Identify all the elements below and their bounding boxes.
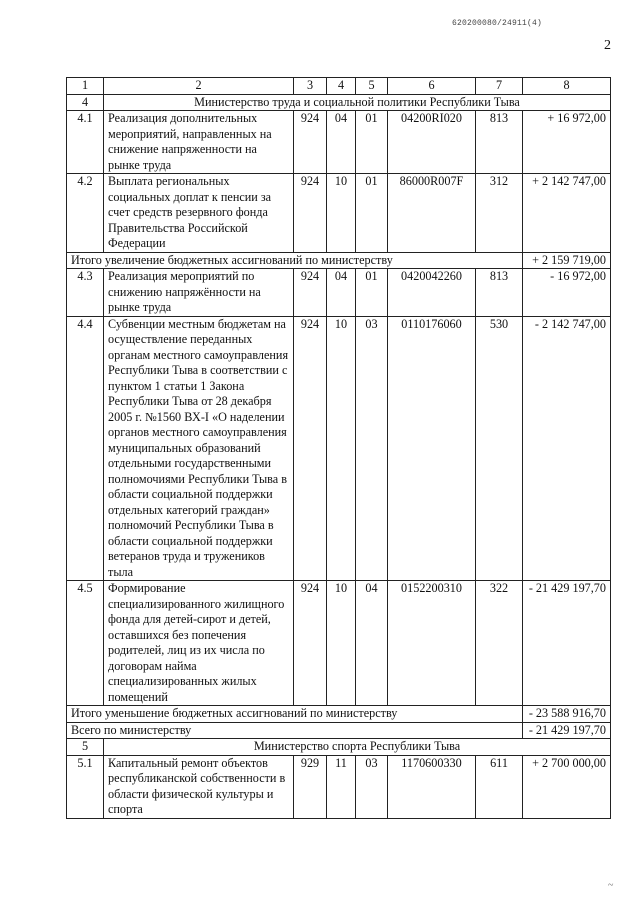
ministry-title: Министерство труда и социальной политики Республики Тыва: [104, 94, 611, 111]
section-code: 04: [327, 111, 356, 174]
item-number: 5.1: [67, 755, 104, 818]
ministry-code: 924: [294, 316, 327, 581]
amount: + 16 972,00: [523, 111, 611, 174]
table-row: [67, 269, 611, 317]
expense-type-code: 312: [476, 174, 523, 253]
subsection-code: 01: [356, 111, 388, 174]
item-number: 4.1: [67, 111, 104, 174]
target-article-code: 86000R007F: [388, 174, 476, 253]
ministry-code: 929: [294, 755, 327, 818]
document-id: 620200080/24911(4): [452, 19, 543, 28]
ministry-number: 5: [67, 739, 104, 756]
column-number: 1: [67, 78, 104, 95]
item-description: Капитальный ремонт объектов республиканской собственности в области физической культуры и спорта: [104, 755, 294, 818]
amount: - 21 429 197,70: [523, 581, 611, 706]
ministry-header-row: [67, 94, 611, 111]
amount: + 2 142 747,00: [523, 174, 611, 253]
subsection-code: 01: [356, 269, 388, 317]
target-article-code: 04200RI020: [388, 111, 476, 174]
expense-type-code: 611: [476, 755, 523, 818]
ministry-code: 924: [294, 581, 327, 706]
item-number: 4.5: [67, 581, 104, 706]
ministry-header-row: [67, 739, 611, 756]
table-row: [67, 111, 611, 174]
ministry-code: 924: [294, 174, 327, 253]
amount: + 2 700 000,00: [523, 755, 611, 818]
total-label: Всего по министерству: [67, 722, 523, 739]
target-article-code: 0420042260: [388, 269, 476, 317]
column-number: 4: [327, 78, 356, 95]
total-row: [67, 706, 611, 723]
column-number: 8: [523, 78, 611, 95]
table-row: [67, 581, 611, 706]
subsection-code: 03: [356, 316, 388, 581]
column-number: 6: [388, 78, 476, 95]
total-row: [67, 722, 611, 739]
table-row: [67, 316, 611, 581]
column-number: 7: [476, 78, 523, 95]
expense-type-code: 530: [476, 316, 523, 581]
budget-table: [66, 77, 611, 819]
expense-type-code: 813: [476, 111, 523, 174]
section-code: 10: [327, 316, 356, 581]
target-article-code: 0152200310: [388, 581, 476, 706]
expense-type-code: 813: [476, 269, 523, 317]
item-number: 4.3: [67, 269, 104, 317]
column-number: 5: [356, 78, 388, 95]
scan-mark: ~: [608, 880, 614, 891]
total-amount: - 21 429 197,70: [523, 722, 611, 739]
column-number-row: [67, 78, 611, 95]
section-code: 11: [327, 755, 356, 818]
item-number: 4.2: [67, 174, 104, 253]
ministry-code: 924: [294, 269, 327, 317]
amount: - 16 972,00: [523, 269, 611, 317]
subsection-code: 04: [356, 581, 388, 706]
total-label: Итого уменьшение бюджетных ассигнований по министерству: [67, 706, 523, 723]
item-description: Реализация дополнительных мероприятий, направленных на снижение напряженности на рынке труда: [104, 111, 294, 174]
section-code: 10: [327, 581, 356, 706]
expense-type-code: 322: [476, 581, 523, 706]
ministry-title: Министерство спорта Республики Тыва: [104, 739, 611, 756]
table-row: [67, 174, 611, 253]
target-article-code: 1170600330: [388, 755, 476, 818]
total-row: [67, 252, 611, 269]
table-body: [67, 78, 611, 819]
section-code: 04: [327, 269, 356, 317]
ministry-code: 924: [294, 111, 327, 174]
total-amount: - 23 588 916,70: [523, 706, 611, 723]
item-number: 4.4: [67, 316, 104, 581]
subsection-code: 03: [356, 755, 388, 818]
ministry-number: 4: [67, 94, 104, 111]
column-number: 3: [294, 78, 327, 95]
amount: - 2 142 747,00: [523, 316, 611, 581]
table-row: [67, 755, 611, 818]
total-label: Итого увеличение бюджетных ассигнований по министерству: [67, 252, 523, 269]
total-amount: + 2 159 719,00: [523, 252, 611, 269]
target-article-code: 0110176060: [388, 316, 476, 581]
item-description: Выплата региональных социальных доплат к пенсии за счет средств резервного фонда Правительства Российской Федерации: [104, 174, 294, 253]
column-number: 2: [104, 78, 294, 95]
item-description: Реализация мероприятий по снижению напряжённости на рынке труда: [104, 269, 294, 317]
item-description: Формирование специализированного жилищного фонда для детей-сирот и детей, оставшихся без попечения родителей, лиц из их числа по договорам найма специализированных жилых помещений: [104, 581, 294, 706]
section-code: 10: [327, 174, 356, 253]
subsection-code: 01: [356, 174, 388, 253]
page-number: 2: [604, 38, 611, 53]
item-description: Субвенции местным бюджетам на осуществление переданных органам местного самоуправления Республики Тыва в соответствии с пунктом 1 статьи 1 Закона Республики Тыва от 28 декабря 2005 г. №1560 ВХ-I «О наделении органов местного самоуправления муниципальных образований отдельными государственными полномочиями Республики Тыва в области социальной поддержки отдельных категорий граждан» полномочий Республики Тыва в области социальной поддержки ветеранов труда и тружеников тыла: [104, 316, 294, 581]
